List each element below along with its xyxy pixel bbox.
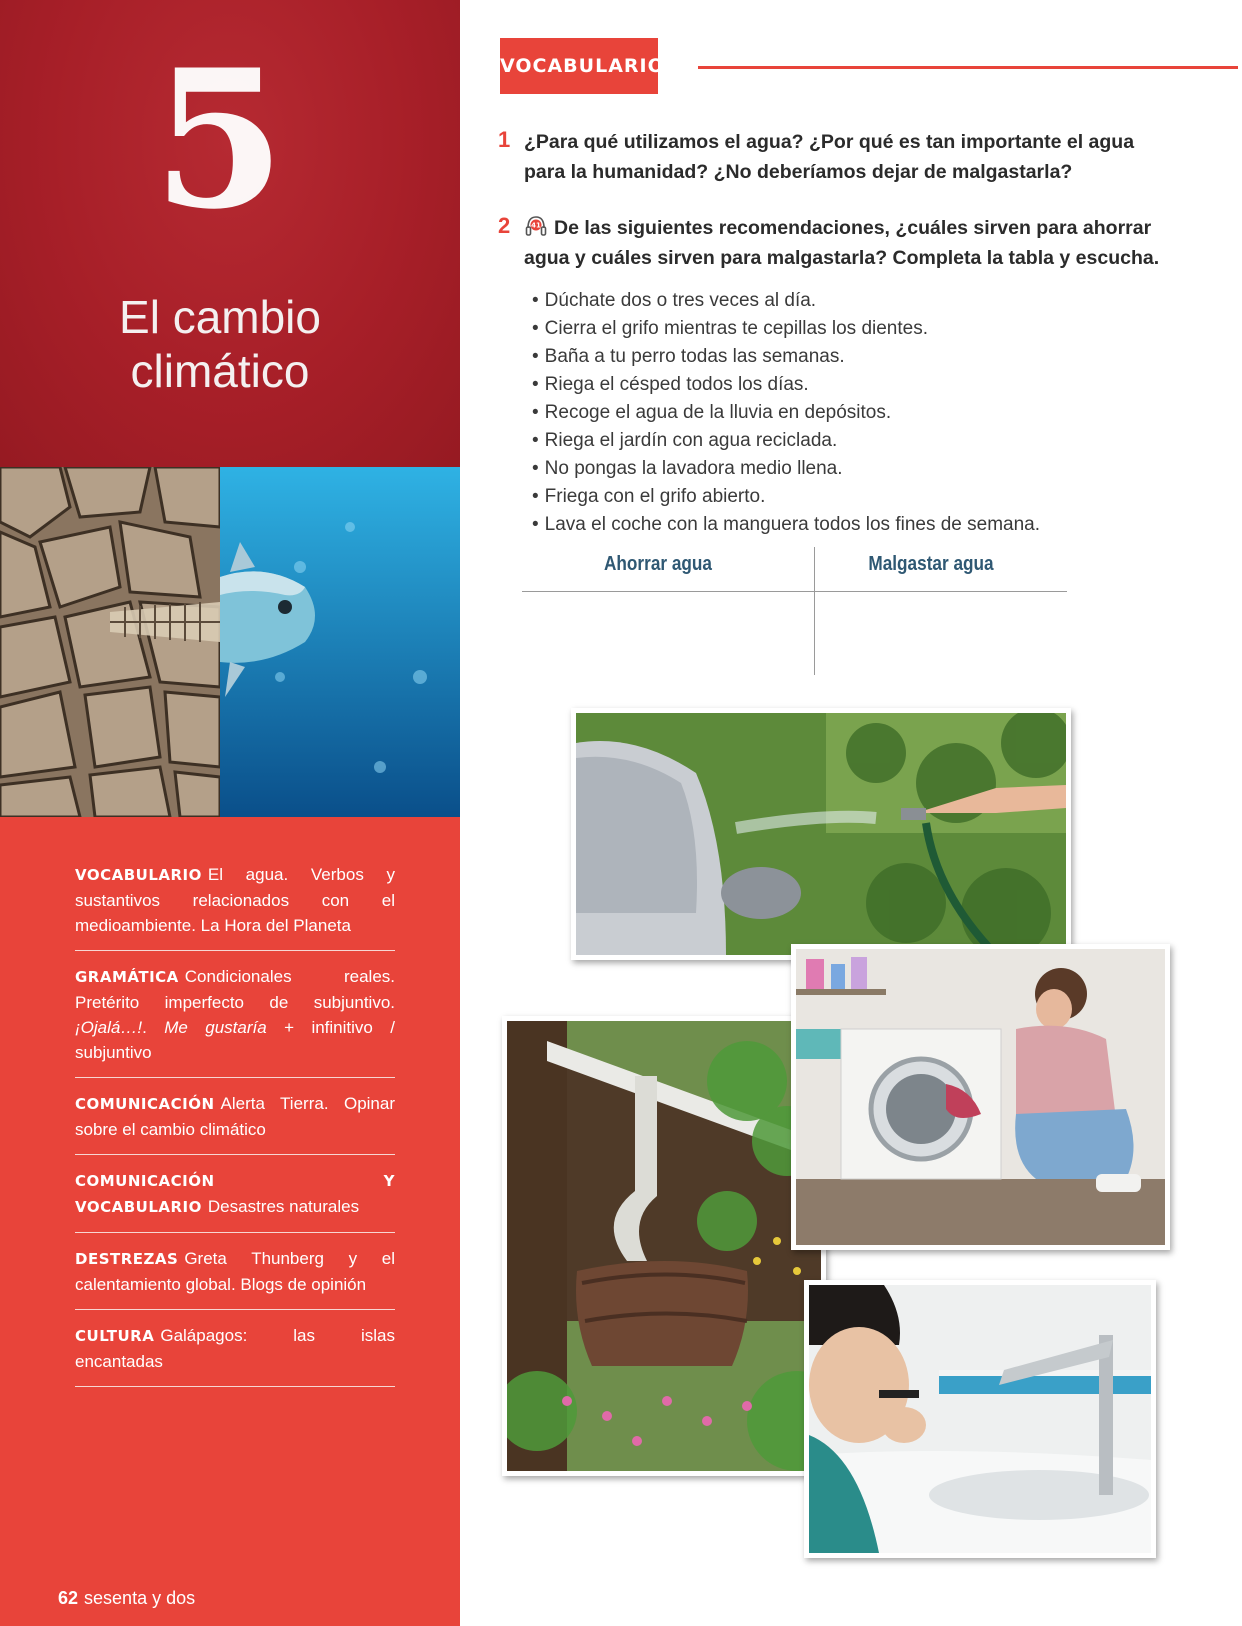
table-divider-vertical	[814, 547, 815, 675]
list-item: • Lava el coche con la manguera todos los fines de semana.	[532, 511, 1040, 539]
contents-text: Alerta Tierra. Opinar sobre el cambio climático	[75, 1094, 395, 1139]
unit-contents-list	[75, 862, 395, 1400]
section-badge: VOCABULARIO	[500, 38, 658, 94]
contents-text: Desastres naturales	[207, 1197, 360, 1216]
list-item: • Cierra el grifo mientras te cepillas los dientes.	[532, 315, 1040, 343]
list-item: • Dúchate dos o tres veces al día.	[532, 287, 1040, 315]
contents-item-vocabulario	[75, 862, 395, 951]
list-item: • No pongas la lavadora medio llena.	[532, 455, 1040, 483]
unit-title	[0, 290, 440, 398]
list-item: • Riega el césped todos los días.	[532, 371, 1040, 399]
page-number-words: sesenta y dos	[84, 1588, 196, 1608]
contents-item-comunicacion-vocabulario	[75, 1168, 395, 1233]
contents-text: Condicionales reales. Pretérito imperfecto de subjuntivo.	[75, 967, 395, 1012]
unit-title-line2: climático	[130, 345, 310, 397]
exercise-text-wrap	[524, 213, 1178, 273]
contents-text: .	[142, 1018, 165, 1037]
contents-label: GRAMÁTICA	[75, 968, 179, 986]
contents-item-destrezas	[75, 1246, 395, 1310]
page-footer	[58, 1588, 195, 1609]
list-item: • Recoge el agua de la lluvia en depósitos.	[532, 399, 1040, 427]
contents-text-italic: ¡Ojalá…!	[75, 1018, 143, 1037]
contents-text: El agua. Verbos y sustantivos relacionados con el medioambiente. La Hora del Planeta	[75, 865, 395, 935]
table-header-ahorrar: Ahorrar agua	[603, 553, 713, 575]
unit-number: 5	[152, 28, 288, 251]
water-table	[522, 553, 1067, 675]
contents-label: COMUNICACIÓN	[75, 1095, 215, 1113]
contents-text: Galápagos: las islas encantadas	[75, 1326, 395, 1371]
contents-text-italic: Me gustaría	[164, 1018, 267, 1037]
unit-contents-panel	[0, 817, 460, 1626]
audio-track-number: 41	[531, 221, 541, 230]
contents-label: CULTURA	[75, 1327, 155, 1345]
rain-barrel-photo	[502, 1016, 826, 1476]
contents-label: VOCABULARIO	[75, 866, 202, 884]
contents-item-comunicacion	[75, 1091, 395, 1155]
recommendations-list	[532, 287, 1040, 539]
audio-track-icon[interactable]	[524, 214, 548, 238]
drought-and-ocean-image	[0, 467, 460, 817]
list-item: • Baña a tu perro todas las semanas.	[532, 343, 1040, 371]
car-washing-photo	[571, 708, 1071, 960]
exercise-number: 2	[498, 213, 511, 238]
contents-item-cultura	[75, 1323, 395, 1387]
contents-item-gramatica	[75, 964, 395, 1078]
page-number: 62	[58, 1588, 79, 1608]
laundry-photo	[791, 944, 1170, 1250]
table-header-malgastar: Malgastar agua	[868, 553, 994, 575]
section-rule	[698, 66, 1238, 69]
contents-label: DESTREZAS	[75, 1250, 179, 1268]
unit-header-panel	[0, 0, 460, 467]
list-item: • Friega con el grifo abierto.	[532, 483, 1040, 511]
exercise-text: ¿Para qué utilizamos el agua? ¿Por qué es tan importante el agua para la humanidad? ¿No deberíamos dejar de malgastarla?	[524, 131, 1135, 183]
exercise-number: 1	[498, 127, 511, 152]
contents-text: Greta Thunberg y el calentamiento global. Blogs de opinión	[75, 1249, 395, 1294]
exercise-2	[498, 213, 1178, 273]
boy-brushing-teeth-photo	[804, 1280, 1156, 1558]
contents-label: COMUNICACIÓN Y VOCABULARIO	[75, 1172, 395, 1216]
list-item: • Riega el jardín con agua reciclada.	[532, 427, 1040, 455]
exercise-1	[498, 127, 1178, 187]
exercise-text: De las siguientes recomendaciones, ¿cuáles sirven para ahorrar agua y cuáles sirven para malgastarla? Completa la tabla y escucha.	[524, 217, 1160, 269]
table-divider-horizontal	[522, 591, 1067, 592]
contents-text: + infinitivo / subjuntivo	[75, 1018, 395, 1062]
unit-title-line1: El cambio	[119, 291, 321, 343]
